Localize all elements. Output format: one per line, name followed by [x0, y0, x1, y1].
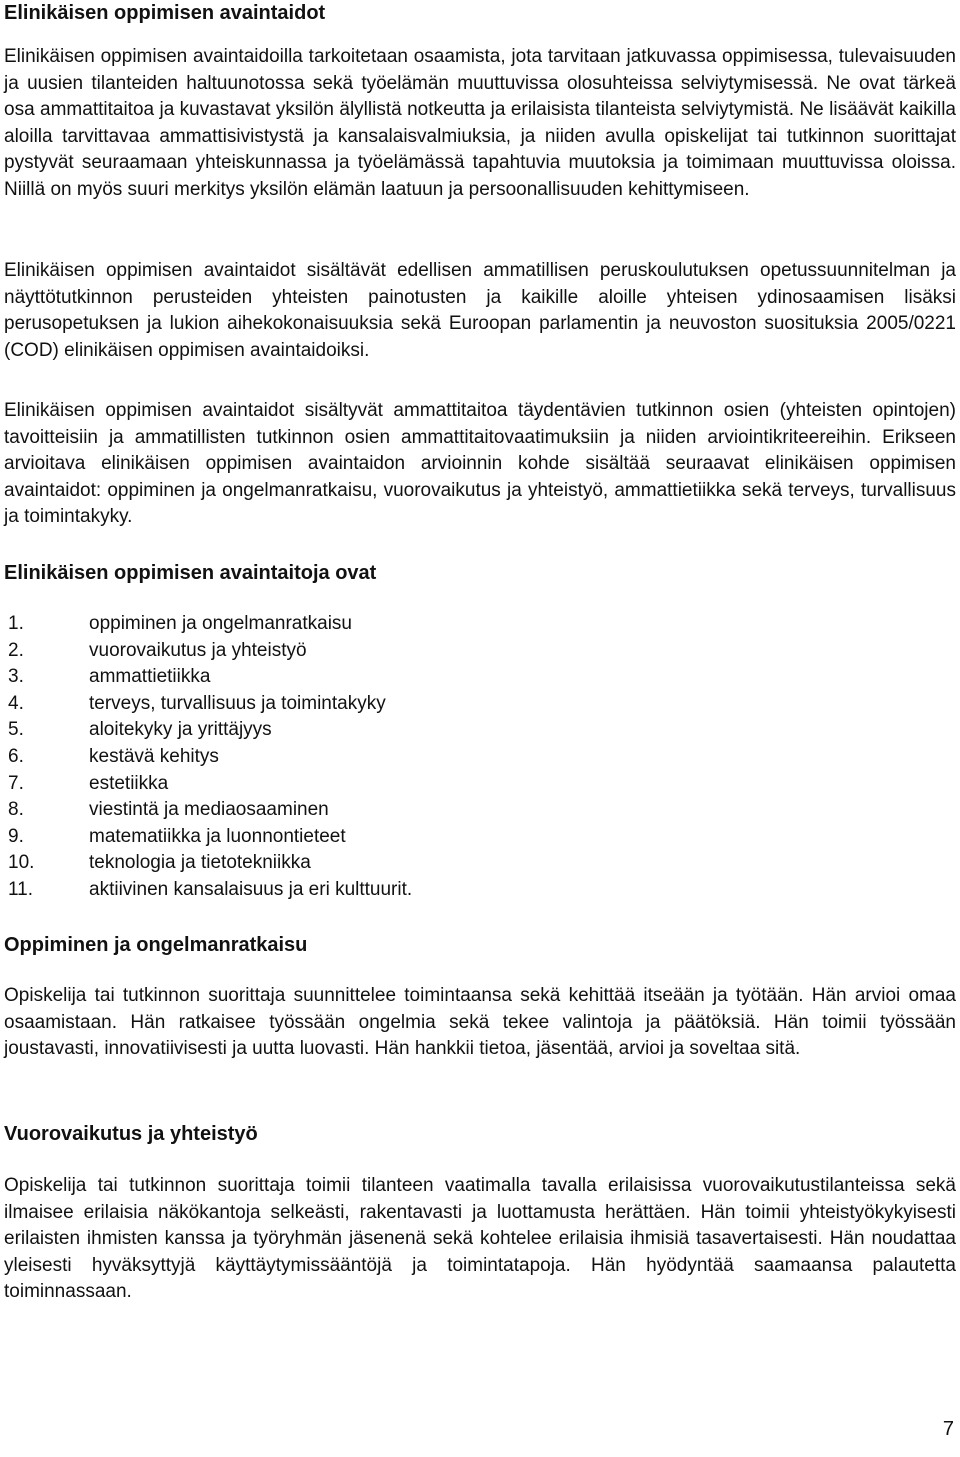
intro-paragraph-3: Elinikäisen oppimisen avaintaidot sisältyvät ammattitaitoa täydentävien tutkinnon osien (yhteisten opintojen) tavoitteisiin ja ammatillisten tutkinnon osien ammattitaitovaatimuksiin ja niiden arviointikriteereihin. Erikseen arvioitava elinikäisen oppimisen avaintaidon arvioinnin kohde sisältää seuraavat elinikäisen oppimisen avaintaidot: oppiminen ja ongelmanratkaisu, vuorovaikutus ja yhteistyö, ammattietiikka sekä terveys, turvallisuus ja toimintakyky. — [4, 400, 956, 528]
list-item-number: 6. — [8, 745, 24, 767]
list-item — [4, 824, 412, 851]
list-item — [4, 797, 412, 824]
list-item — [4, 664, 412, 691]
vuorovaikutus-heading: Vuorovaikutus ja yhteistyö — [4, 1123, 258, 1145]
list-item-number: 3. — [8, 666, 24, 688]
list-item-text: ammattietiikka — [89, 666, 211, 688]
list-item — [4, 717, 412, 744]
list-heading: Elinikäisen oppimisen avaintaitoja ovat — [4, 562, 377, 584]
list-item-text: terveys, turvallisuus ja toimintakyky — [89, 692, 386, 714]
list-item-text: viestintä ja mediaosaaminen — [89, 799, 329, 821]
list-item-number: 10. — [8, 852, 35, 874]
list-item-text: kestävä kehitys — [89, 745, 219, 767]
list-item — [4, 638, 412, 665]
list-item — [4, 691, 412, 718]
main-title: Elinikäisen oppimisen avaintaidot — [4, 2, 326, 24]
page-number: 7 — [942, 1418, 954, 1440]
list-item — [4, 611, 412, 638]
intro-paragraph-1: Elinikäisen oppimisen avaintaidoilla tarkoitetaan osaamista, jota tarvitaan jatkuvassa oppimisessa, tulevaisuuden ja uusien tilanteiden haltuunotossa sekä työelämän muuttuvissa olosuhteissa selviytymisessä. Ne ovat tärkeä osa ammattitaitoa ja kuvastavat yksilön älyllistä notkeutta ja erilaisista tilanteista selviytymistä. Ne lisäävät kaikilla aloilla tarvittavaa ammattisivistystä ja kansalaisvalmiuksia, ja niiden avulla opiskelijat tai tutkinnon suorittajat pystyvät seuraamaan yhteiskunnassa ja työelämässä tapahtuvia muutoksia ja toimimaan muuttuvissa oloissa. Niillä on myös suuri merkitys yksilön elämän laatuun ja persoonallisuuden kehittymiseen. — [4, 46, 956, 200]
list-item-number: 5. — [8, 719, 24, 741]
list-item-text: vuorovaikutus ja yhteistyö — [89, 639, 307, 661]
list-item-number: 1. — [8, 613, 24, 634]
list-item-text: estetiikka — [89, 772, 169, 794]
list-item — [4, 771, 412, 798]
list-item-text: teknologia ja tietotekniikka — [89, 852, 311, 874]
list-item-text: aloitekyky ja yrittäjyys — [89, 719, 272, 741]
list-item-number: 7. — [8, 772, 24, 794]
list-item — [4, 850, 412, 877]
list-item-text: oppiminen ja ongelmanratkaisu — [89, 613, 352, 634]
list-item — [4, 877, 412, 904]
list-item-number: 9. — [8, 825, 24, 847]
list-item — [4, 744, 412, 771]
list-item-number: 4. — [8, 692, 24, 714]
oppiminen-paragraph: Opiskelija tai tutkinnon suorittaja suunnittelee toimintaansa sekä kehittää itseään ja työtään. Hän arvioi omaa osaamistaan. Hän ratkaisee työssään ongelmia sekä tekee valintoja ja päätöksiä. Hän toimii työssään joustavasti, innovatiivisesti ja uutta luovasti. Hän hankkii tietoa, jäsentää, arvioi ja soveltaa sitä. — [4, 985, 956, 1060]
list-item-text: aktiivinen kansalaisuus ja eri kulttuurit. — [89, 878, 413, 900]
list-item-text: matematiikka ja luonnontieteet — [89, 825, 346, 847]
key-skills-list — [4, 611, 412, 904]
vuorovaikutus-paragraph: Opiskelija tai tutkinnon suorittaja toimii tilanteen vaatimalla tavalla erilaisissa vuorovaikutustilanteissa sekä ilmaisee erilaisia näkökantoja selkeästi, rakentavasti ja luottamusta herättäen. Hän toimii yhteistyökykyisesti erilaisten ihmisten kanssa ja työryhmän jäsenenä sekä kohtelee erilaisia ihmisiä tasavertaisesti. Hän noudattaa yleisesti hyväksyttyjä käyttäytymissääntöjä ja toimintatapoja. Hän hyödyntää saamaansa palautetta toiminnassaan. — [4, 1175, 956, 1303]
list-item-number: 8. — [8, 799, 24, 821]
list-item-number: 11. — [8, 878, 34, 900]
list-item-number: 2. — [8, 639, 24, 661]
oppiminen-heading: Oppiminen ja ongelmanratkaisu — [4, 934, 308, 956]
intro-paragraph-2: Elinikäisen oppimisen avaintaidot sisältävät edellisen ammatillisen peruskoulutuksen opetussuunnitelman ja näyttötutkinnon perusteiden yhteisten painotusten ja kaikille aloille yhteisen ydinosaamisen lisäksi perusopetuksen ja lukion aihekokonaisuuksia sekä Euroopan parlamentin ja neuvoston suosituksia 2005/0221 (COD) elinikäisen oppimisen avaintaidoiksi. — [4, 260, 956, 361]
